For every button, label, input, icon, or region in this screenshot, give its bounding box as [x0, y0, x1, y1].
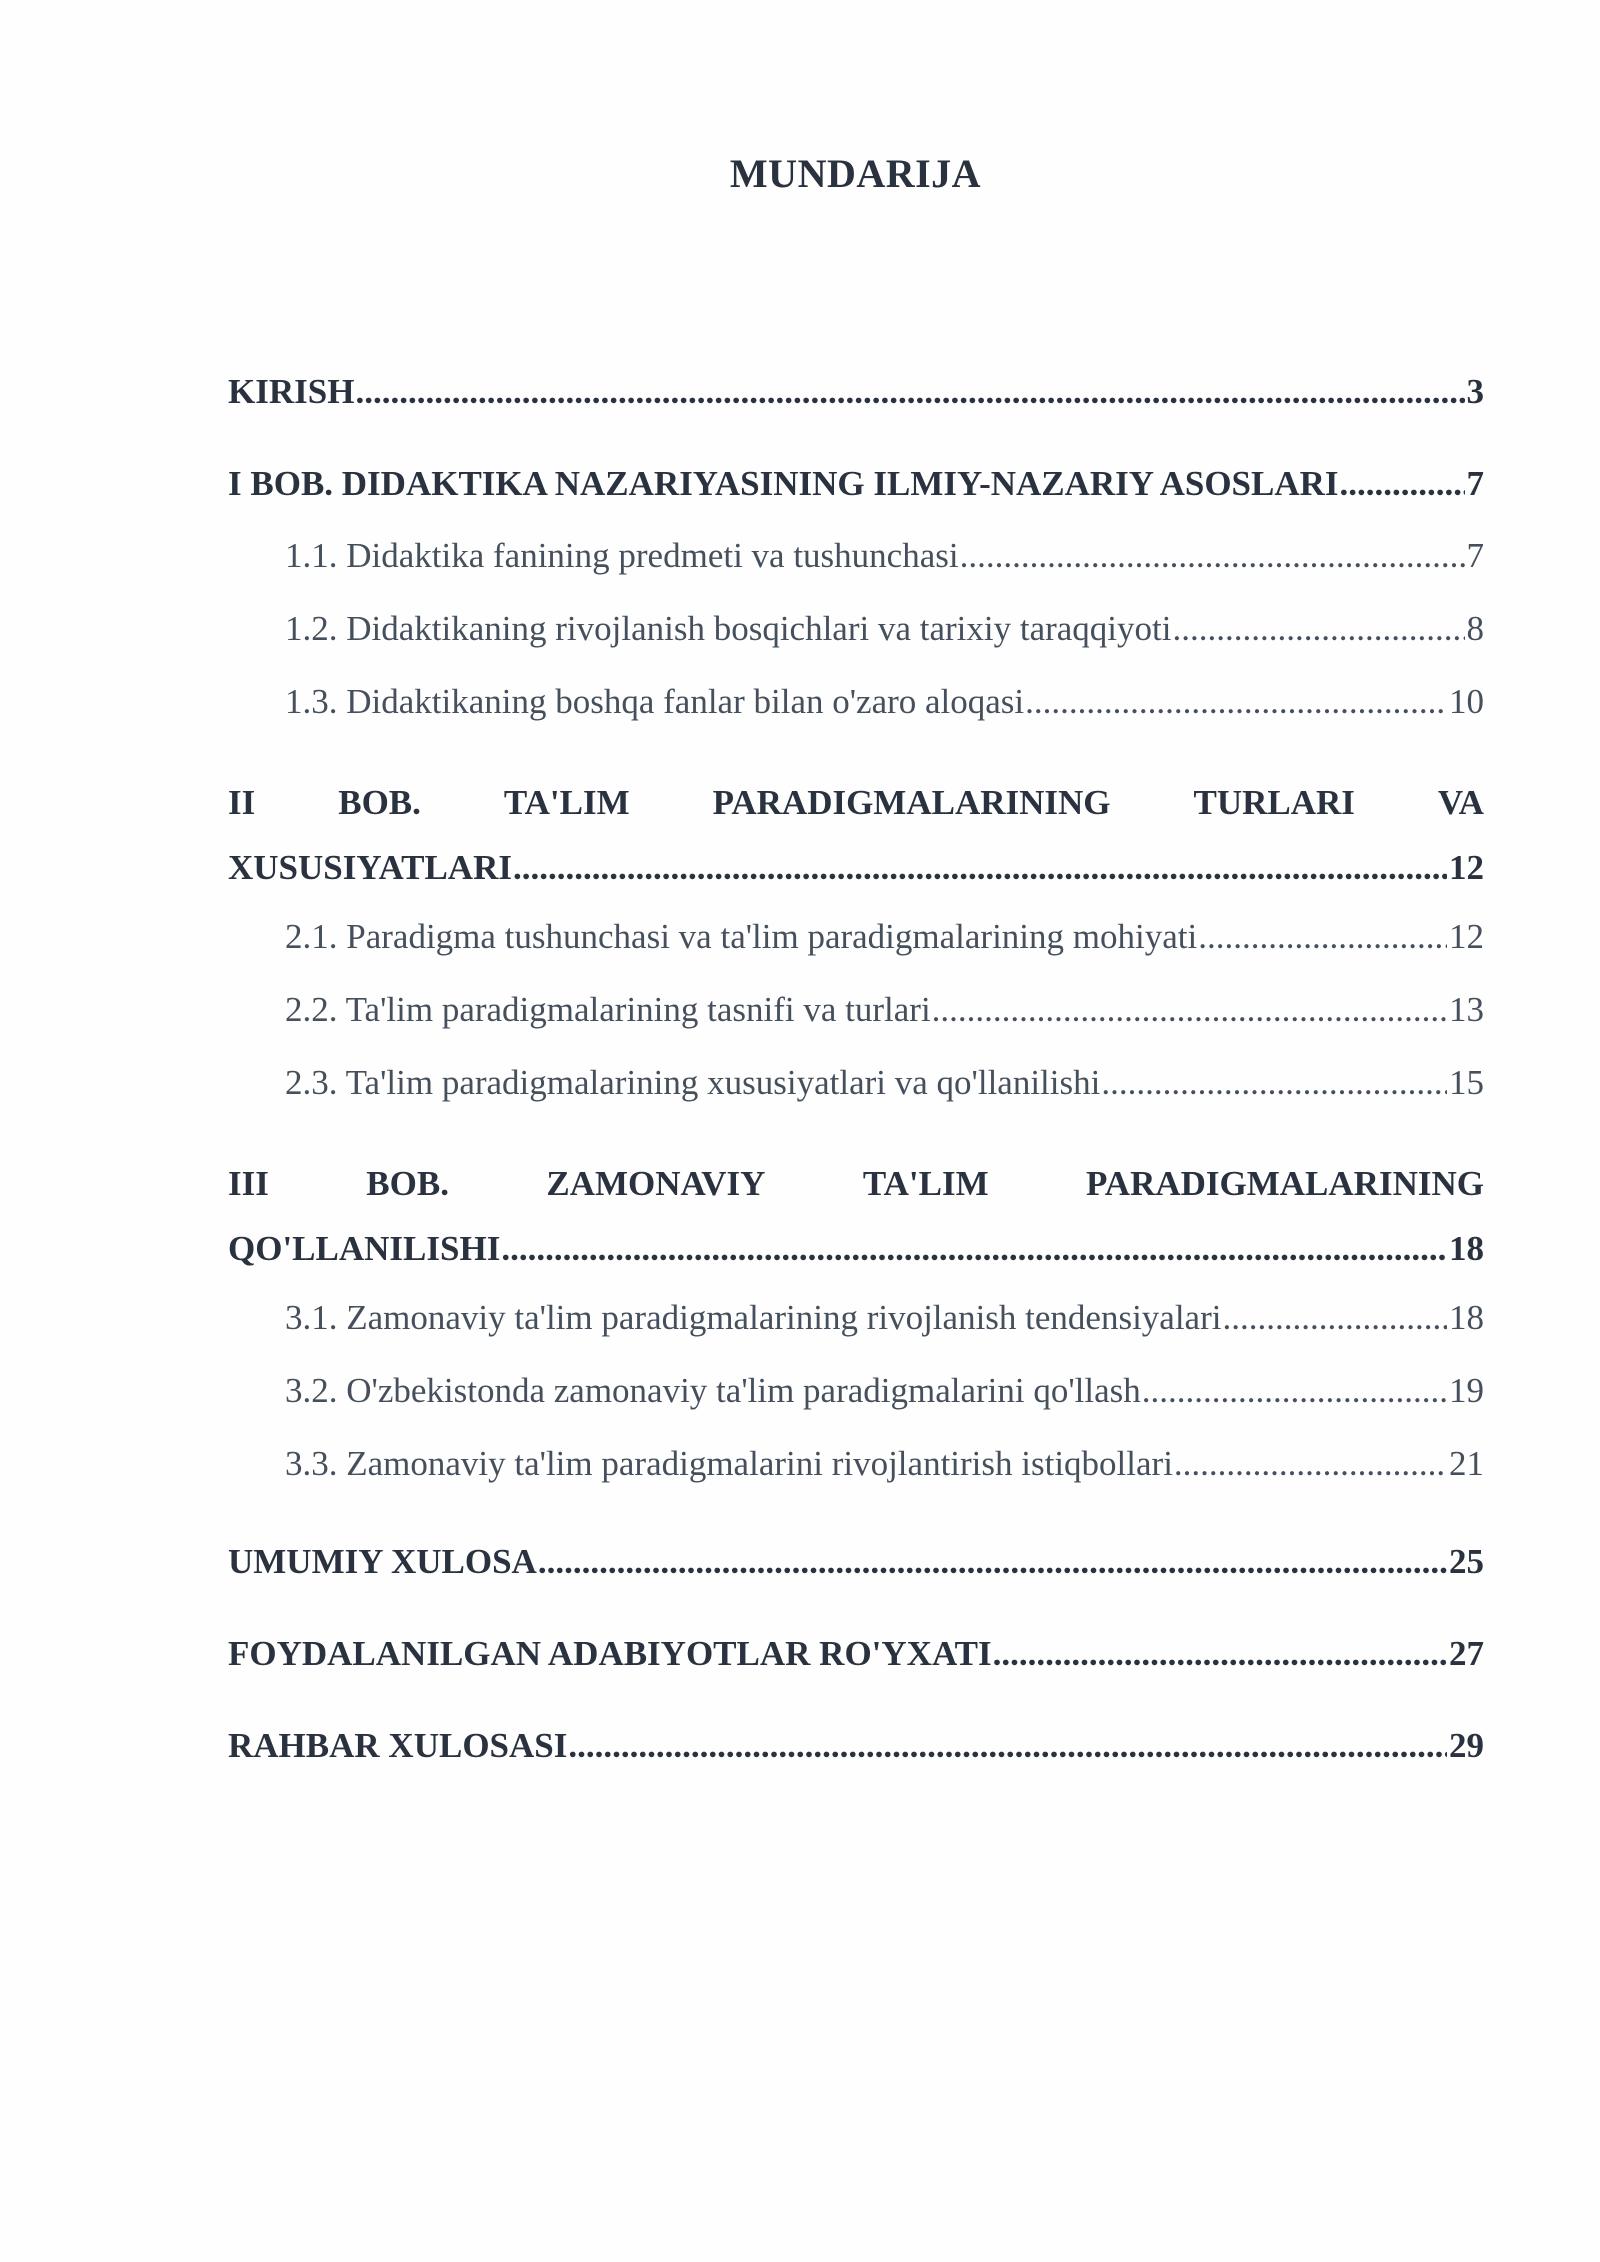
toc-page-number: 12 [1449, 917, 1484, 956]
heading-word: BOB. [338, 783, 421, 822]
toc-section-2-3[interactable] [228, 1046, 1484, 1119]
toc-section-1-2[interactable] [228, 592, 1484, 665]
dot-leader [501, 1216, 1447, 1281]
toc-entry-rahbar-xulosasi[interactable] [228, 1716, 1484, 1776]
toc-entry-label: KIRISH [228, 372, 355, 411]
toc-chapter-2-line-1[interactable] [228, 770, 1484, 835]
toc-section-2-2[interactable] [228, 973, 1484, 1046]
heading-word: ZAMONAVIY [546, 1164, 766, 1203]
table-of-contents [228, 362, 1484, 1776]
dot-leader [1340, 454, 1465, 514]
toc-section-label: 2.3. Ta'lim paradigmalarining xususiyatlari va qo'llanilishi [285, 1063, 1101, 1102]
toc-chapter-label: QO'LLANILISHI [228, 1229, 501, 1268]
toc-chapter-3-line-1[interactable] [228, 1151, 1484, 1216]
toc-section-2-1[interactable] [228, 900, 1484, 973]
dot-leader [1142, 1354, 1447, 1427]
toc-page-number: 7 [1466, 464, 1484, 503]
toc-section-label: 3.3. Zamonaviy ta'lim paradigmalarini rivojlantirish istiqbollari [285, 1444, 1173, 1483]
toc-page-number: 7 [1466, 536, 1484, 575]
dot-leader [993, 1624, 1447, 1684]
dot-leader [960, 519, 1465, 592]
toc-page-number: 18 [1449, 1229, 1484, 1268]
toc-page-number: 15 [1449, 1063, 1484, 1102]
heading-word: II [228, 783, 256, 822]
toc-section-label: 2.2. Ta'lim paradigmalarining tasnifi va turlari [285, 990, 931, 1029]
toc-page-number: 13 [1449, 990, 1484, 1029]
toc-chapter-label: I BOB. DIDAKTIKA NAZARIYASINING ILMIY-NAZARIY ASOSLARI [228, 464, 1339, 503]
page-title: MUNDARIJA [729, 151, 982, 196]
toc-page-number: 29 [1449, 1726, 1484, 1765]
toc-section-1-3[interactable] [228, 665, 1484, 738]
toc-section-3-3[interactable] [228, 1427, 1484, 1500]
dot-leader [1174, 1427, 1447, 1500]
toc-chapter-label: XUSUSIYATLARI [228, 848, 512, 887]
toc-entry-label: RAHBAR XULOSASI [228, 1726, 568, 1765]
dot-leader [1198, 900, 1447, 973]
heading-word: PARADIGMALARINING [712, 783, 1111, 822]
toc-page-number: 18 [1449, 1298, 1484, 1337]
toc-page-number: 21 [1449, 1444, 1484, 1483]
heading-word: TA'LIM [862, 1164, 989, 1203]
heading-word: VA [1437, 783, 1484, 822]
toc-page-number: 19 [1449, 1371, 1484, 1410]
toc-section-label: 1.1. Didaktika fanining predmeti va tushunchasi [285, 536, 959, 575]
dot-leader [1101, 1046, 1447, 1119]
toc-page-number: 25 [1449, 1542, 1484, 1581]
toc-entry-kirish[interactable] [228, 362, 1484, 422]
toc-entry-label: FOYDALANILGAN ADABIYOTLAR RO'YXATI [228, 1634, 992, 1673]
dot-leader [1025, 665, 1447, 738]
toc-chapter-1[interactable] [228, 454, 1484, 514]
toc-page-number: 8 [1466, 609, 1484, 648]
toc-page-number: 10 [1449, 682, 1484, 721]
toc-chapter-3-line-2[interactable] [228, 1216, 1484, 1281]
toc-section-3-1[interactable] [228, 1281, 1484, 1354]
toc-entry-xulosa[interactable] [228, 1532, 1484, 1592]
toc-section-label: 3.2. O'zbekistonda zamonaviy ta'lim paradigmalarini qo'llash [285, 1371, 1141, 1410]
toc-section-label: 3.1. Zamonaviy ta'lim paradigmalarining rivojlanish tendensiyalari [285, 1298, 1222, 1337]
toc-section-1-1[interactable] [228, 519, 1484, 592]
heading-word: TURLARI [1193, 783, 1355, 822]
toc-chapter-2-line-2[interactable] [228, 835, 1484, 900]
toc-page-number: 12 [1449, 848, 1484, 887]
dot-leader [513, 835, 1447, 900]
toc-section-label: 2.1. Paradigma tushunchasi va ta'lim paradigmalarining mohiyati [285, 917, 1198, 956]
dot-leader [1222, 1281, 1447, 1354]
dot-leader [538, 1532, 1447, 1592]
dot-leader [932, 973, 1447, 1046]
dot-leader [355, 362, 1464, 422]
toc-entry-label: UMUMIY XULOSA [228, 1542, 537, 1581]
toc-section-label: 1.2. Didaktikaning rivojlanish bosqichlari va tarixiy taraqqiyoti [285, 609, 1172, 648]
heading-word: TA'LIM [503, 783, 630, 822]
toc-page-number: 3 [1466, 372, 1484, 411]
heading-word: BOB. [366, 1164, 449, 1203]
dot-leader [568, 1716, 1447, 1776]
toc-entry-adabiyotlar[interactable] [228, 1624, 1484, 1684]
dot-leader [1172, 592, 1464, 665]
toc-page-number: 27 [1449, 1634, 1484, 1673]
toc-section-label: 1.3. Didaktikaning boshqa fanlar bilan o'zaro aloqasi [285, 682, 1025, 721]
heading-word: III [228, 1164, 269, 1203]
heading-word: PARADIGMALARINING [1086, 1164, 1484, 1203]
toc-section-3-2[interactable] [228, 1354, 1484, 1427]
